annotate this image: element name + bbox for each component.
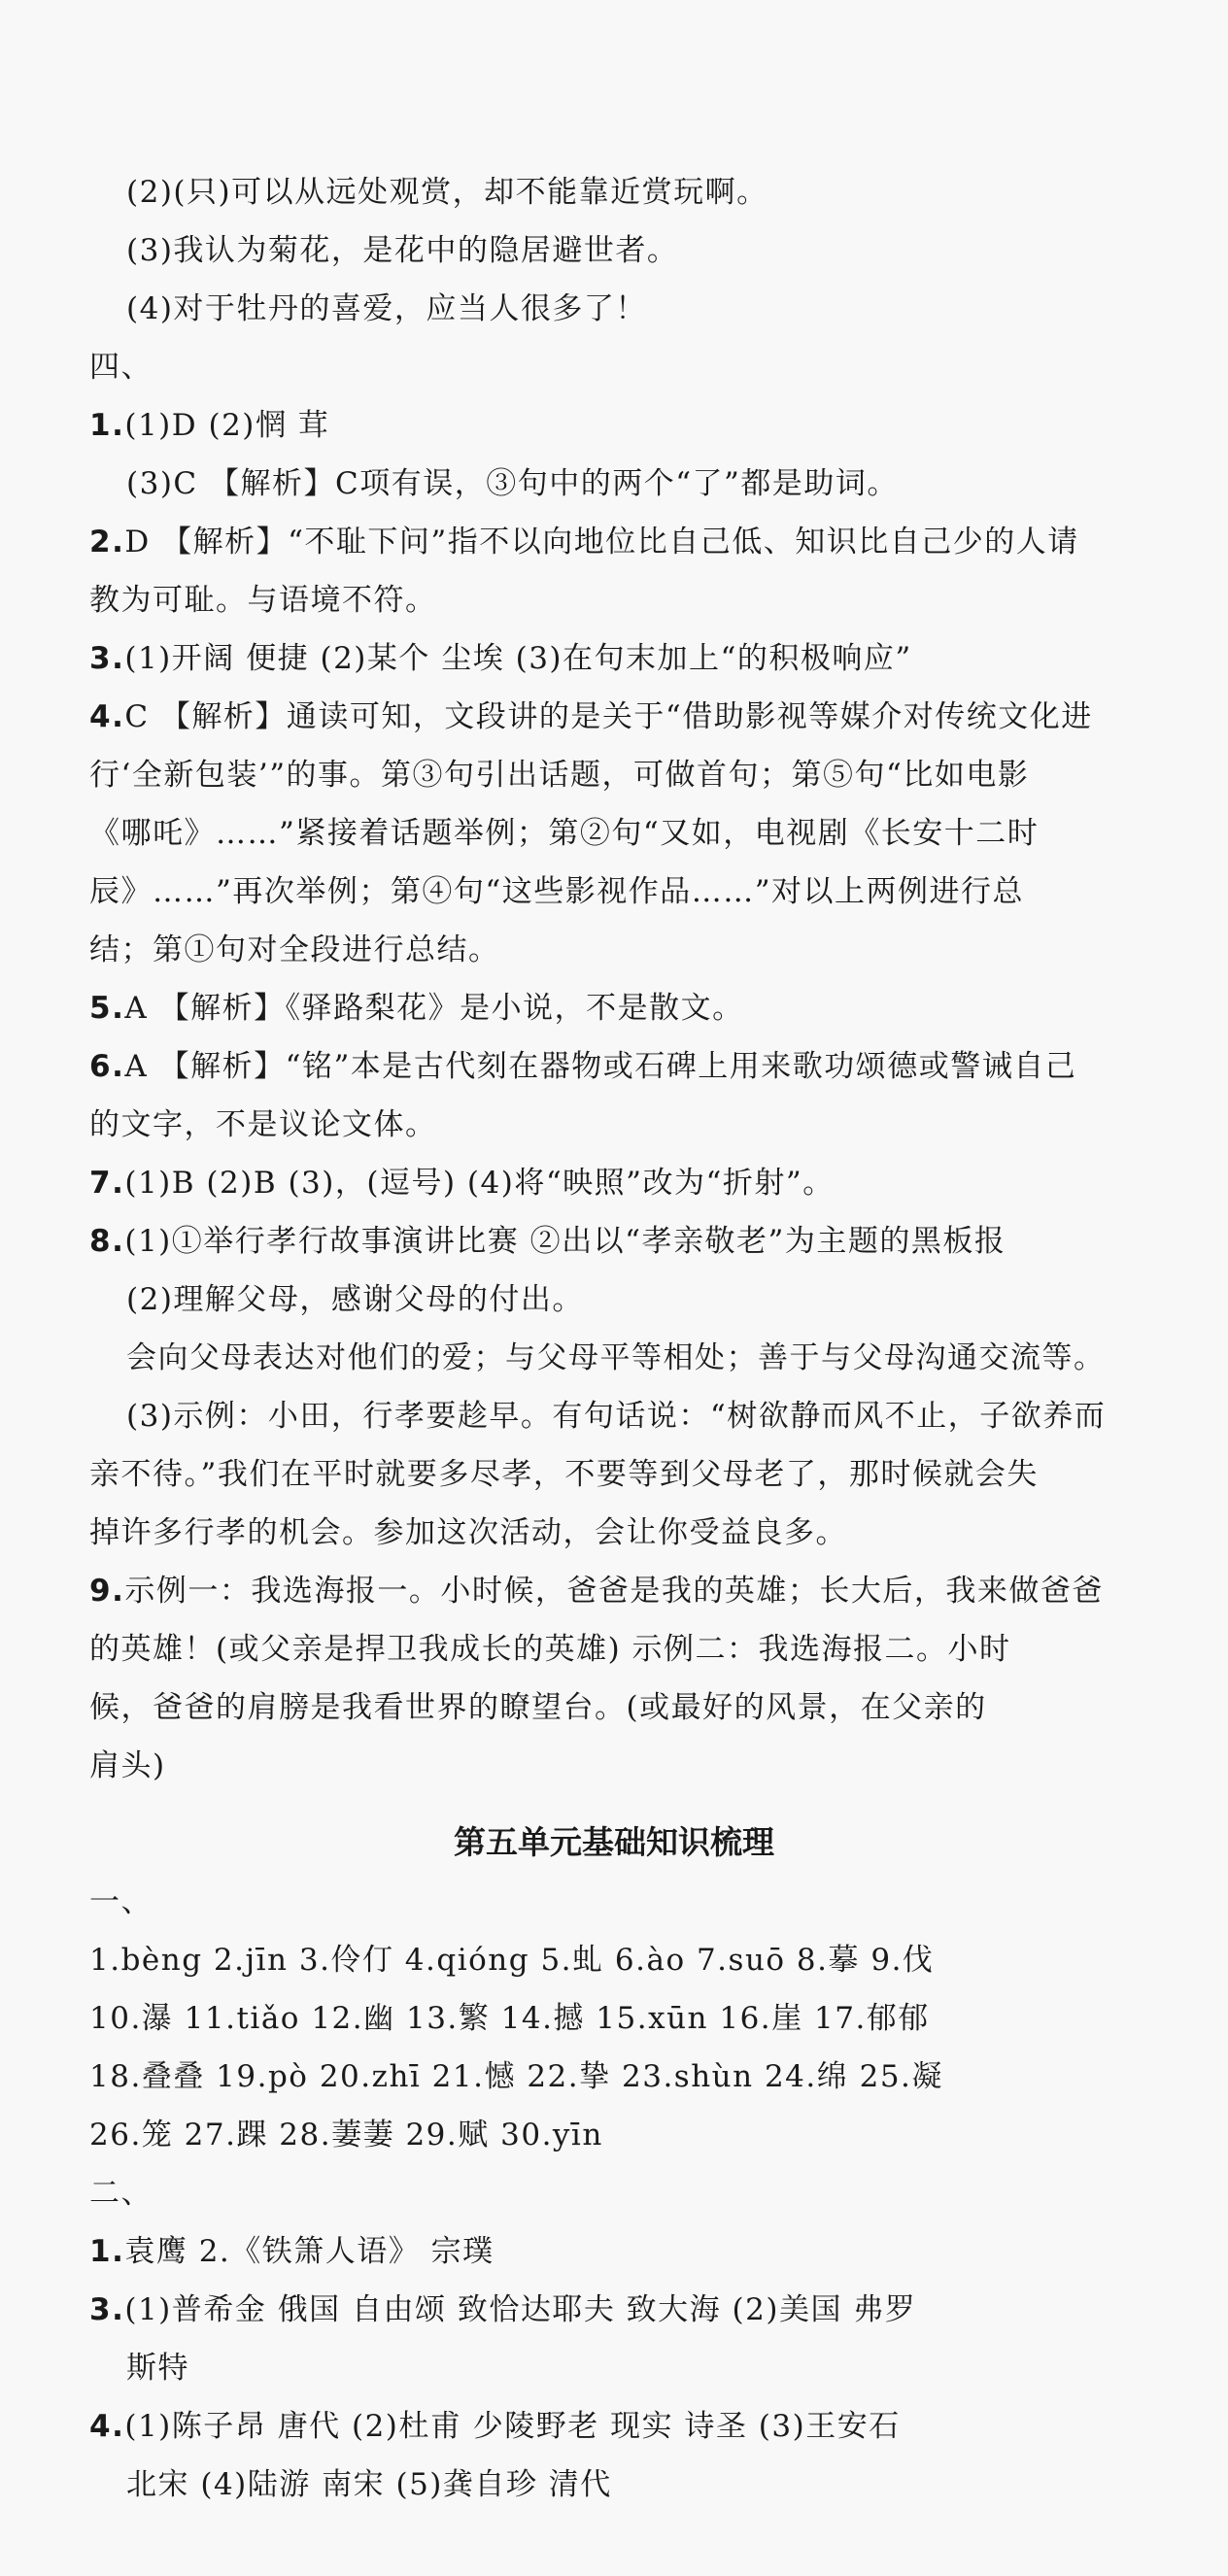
text-line: 《哪吒》……”紧接着话题举例；第②句“又如，电视剧《长安十二时: [89, 816, 1040, 851]
text-line: 斯特: [126, 2351, 189, 2386]
answer-item: 7.(1)B (2)B (3)，(逗号) (4)将“映照”改为“折射”。: [89, 1166, 835, 1201]
answer-item: 4.C 【解析】通读可知，文段讲的是关于“借助影视等媒介对传统文化进: [89, 699, 1093, 734]
text-line: (3)C 【解析】C项有误，③句中的两个“了”都是助词。: [126, 466, 899, 501]
section-heading: 一、: [89, 1884, 153, 1919]
answer-item: 1.(1)D (2)惘 茸: [89, 408, 330, 443]
text-line: 候，爸爸的肩膀是我看世界的瞭望台。(或最好的风景，在父亲的: [89, 1690, 987, 1725]
vocab-line: 10.瀑 11.tiǎo 12.幽 13.繁 14.撼 15.xūn 16.崖 17.郁郁: [89, 2001, 930, 2036]
text-line: 会向父母表达对他们的爱；与父母平等相处；善于与父母沟通交流等。: [126, 1340, 1106, 1375]
text-line: 亲不待。”我们在平时就要多尽孝，不要等到父母老了，那时候就会失: [89, 1457, 1039, 1492]
text-line: 结；第①句对全段进行总结。: [89, 932, 500, 967]
text-line: (4)对于牡丹的喜爱，应当人很多了！: [126, 291, 647, 326]
vocab-line: 18.叠叠 19.pò 20.zhī 21.憾 22.挚 23.shùn 24.绵 25.凝: [89, 2059, 943, 2094]
answer-item: 5.A 【解析】《驿路梨花》是小说，不是散文。: [89, 991, 744, 1026]
vocab-line: 26.笼 27.踝 28.萋萋 29.赋 30.yīn: [89, 2118, 603, 2152]
text-line: 的文字，不是议论文体。: [89, 1107, 437, 1142]
text-line: (3)示例：小田，行孝要趁早。有句话说：“树欲静而风不止，子欲养而: [126, 1399, 1107, 1434]
text-line: 肩头): [89, 1748, 166, 1783]
text-line: 的英雄！(或父亲是捍卫我成长的英雄) 示例二：我选海报二。小时: [89, 1632, 1011, 1667]
answer-item: 3.(1)普希金 俄国 自由颂 致恰达耶夫 致大海 (2)美国 弗罗: [89, 2292, 917, 2327]
text-line: (3)我认为菊花，是花中的隐居避世者。: [126, 233, 679, 268]
section-heading: 四、: [89, 350, 153, 385]
vocab-line: 1.bèng 2.jīn 3.伶仃 4.qióng 5.虬 6.ào 7.suō 8.摹 9.伐: [89, 1943, 935, 1978]
section-title: 第五单元基础知识梳理: [454, 1823, 774, 1861]
text-line: (2)理解父母，感谢父母的付出。: [126, 1282, 584, 1317]
answer-item: 4.(1)陈子昂 唐代 (2)杜甫 少陵野老 现实 诗圣 (3)王安石: [89, 2409, 901, 2444]
text-line: 行‘全新包装’”的事。第③句引出话题，可做首句；第⑤句“比如电影: [89, 758, 1030, 793]
text-line: 北宋 (4)陆游 南宋 (5)龚自珍 清代: [126, 2467, 612, 2502]
answer-item: 8.(1)①举行孝行故事演讲比赛 ②出以“孝亲敬老”为主题的黑板报: [89, 1224, 1006, 1259]
answer-item: 2.D 【解析】“不耻下问”指不以向地位比自己低、知识比自己少的人请: [89, 525, 1079, 559]
text-line: (2)(只)可以从远处观赏，却不能靠近赏玩啊。: [126, 175, 768, 210]
answer-item: 1.袁鹰 2.《铁箫人语》 宗璞: [89, 2234, 495, 2269]
text-line: 辰》……”再次举例；第④句“这些影视作品……”对以上两例进行总: [89, 874, 1025, 909]
answer-item: 9.示例一：我选海报一。小时候，爸爸是我的英雄；长大后，我来做爸爸: [89, 1574, 1104, 1609]
text-line: 掉许多行孝的机会。参加这次活动，会让你受益良多。: [89, 1515, 847, 1550]
section-heading: 二、: [89, 2176, 153, 2211]
answer-item: 6.A 【解析】“铭”本是古代刻在器物或石碑上用来歌功颂德或警诫自己: [89, 1049, 1077, 1084]
text-line: 教为可耻。与语境不符。: [89, 583, 437, 618]
answer-item: 3.(1)开阔 便捷 (2)某个 尘埃 (3)在句末加上“的积极响应”: [89, 641, 912, 676]
